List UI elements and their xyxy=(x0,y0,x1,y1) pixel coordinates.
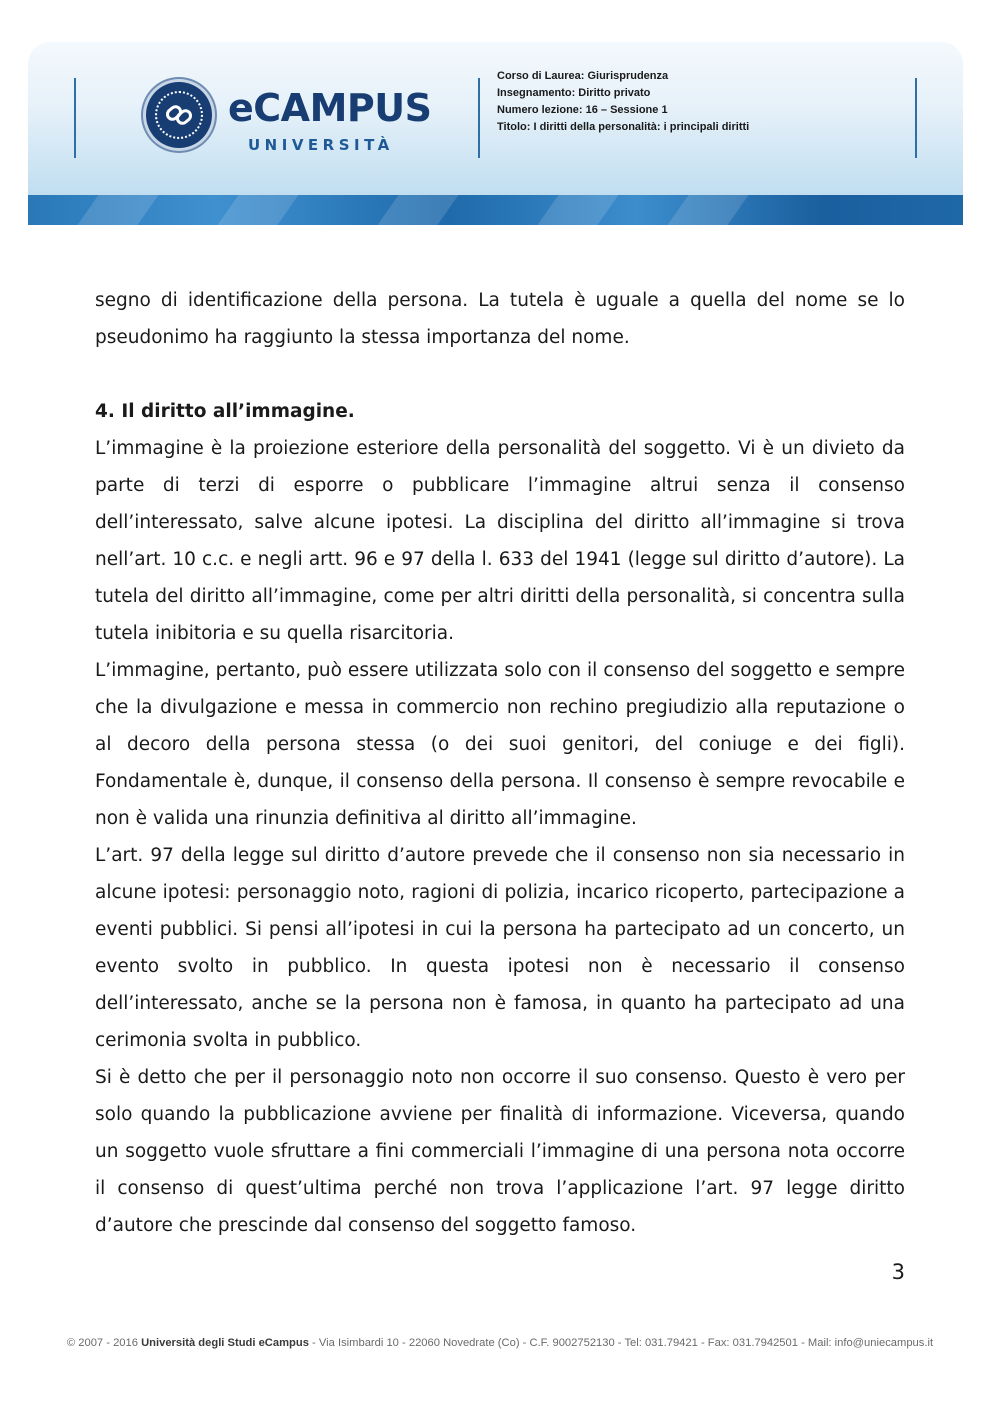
subject-line: Insegnamento: Diritto privato xyxy=(497,87,651,99)
section-heading: 4. Il diritto all’immagine. xyxy=(95,401,355,422)
divider-right xyxy=(915,78,917,158)
paragraph: L’art. 97 della legge sul diritto d’autore prevede che il consenso non sia necessario in alcune ipotesi: personaggio noto, ragioni di polizia, incarico ricoperto, partecipazione a eventi pubblici. Si pensi all’ipotesi in cui la persona ha partecipato ad un concerto, un evento svolto in pubblico. In questa ipotesi non è necessario il consenso dell’interessato, anche se la persona non è famosa, in quanto ha partecipato ad una cerimonia svolta in pubblico. xyxy=(95,845,905,1051)
course-line: Corso di Laurea: Giurisprudenza xyxy=(497,70,669,82)
paragraph: Si è detto che per il personaggio noto non occorre il suo consenso. Questo è vero per solo quando la pubblicazione avviene per finalità di informazione. Viceversa, quando un soggetto vuole sfruttare a fini commerciali l’immagine di una persona nota occorre il consenso di quest’ultima perché non trova l’applicazione l’art. 97 legge diritto d’autore che prescinde dal consenso del soggetto famoso. xyxy=(95,1067,905,1236)
page-footer xyxy=(0,1337,1000,1349)
paragraph: L’immagine è la proiezione esteriore della personalità del soggetto. Vi è un divieto da parte di terzi di esporre o pubblicare l’immagine altrui senza il consenso dell’interessato, salve alcune ipotesi. La disciplina del diritto all’immagine si trova nell’art. 10 c.c. e negli artt. 96 e 97 della l. 633 del 1941 (legge sul diritto d’autore). La tutela del diritto all’immagine, come per altri diritti della personalità, si concentra sulla tutela inibitoria e su quella risarcitoria. xyxy=(95,438,905,644)
page-number: 3 xyxy=(891,1260,905,1284)
faculty-label: Giurisprudenza xyxy=(784,1390,952,1412)
spacer xyxy=(95,356,905,393)
footer-details: - Via Isimbardi 10 - 22060 Novedrate (Co) - C.F. 9002752130 - Tel: 031.79421 - Fax: 031.7942501 - Mail: info@uniecampus.it xyxy=(308,1337,934,1349)
title-line: Titolo: I diritti della personalità: i principali diritti xyxy=(497,121,750,133)
logo-subtitle: UNIVERSITÀ xyxy=(248,136,394,154)
document-body xyxy=(95,282,905,1244)
header-bar xyxy=(28,195,963,225)
logo-wordmark: eCAMPUS xyxy=(228,86,432,130)
divider-middle xyxy=(478,78,480,158)
ecampus-seal-icon xyxy=(146,82,212,148)
course-info xyxy=(497,68,749,136)
lesson-line: Numero lezione: 16 – Sessione 1 xyxy=(497,104,668,116)
footer-university: Università degli Studi eCampus xyxy=(141,1337,309,1349)
paragraph: L’immagine, pertanto, può essere utilizzata solo con il consenso del soggetto e sempre che la divulgazione e messa in commercio non rechino pregiudizio alla reputazione o al decoro della persona stessa (o dei suoi genitori, del coniuge e dei figli). Fondamentale è, dunque, il consenso della persona. Il consenso è sempre revocabile e non è valida una rinunzia definitiva al diritto all’immagine. xyxy=(95,660,905,829)
intro-paragraph: segno di identificazione della persona. La tutela è uguale a quella del nome se lo pseudonimo ha raggiunto la stessa importanza del nome. xyxy=(95,290,905,348)
footer-copyright: © 2007 - 2016 xyxy=(66,1337,142,1349)
divider-left xyxy=(74,78,76,158)
